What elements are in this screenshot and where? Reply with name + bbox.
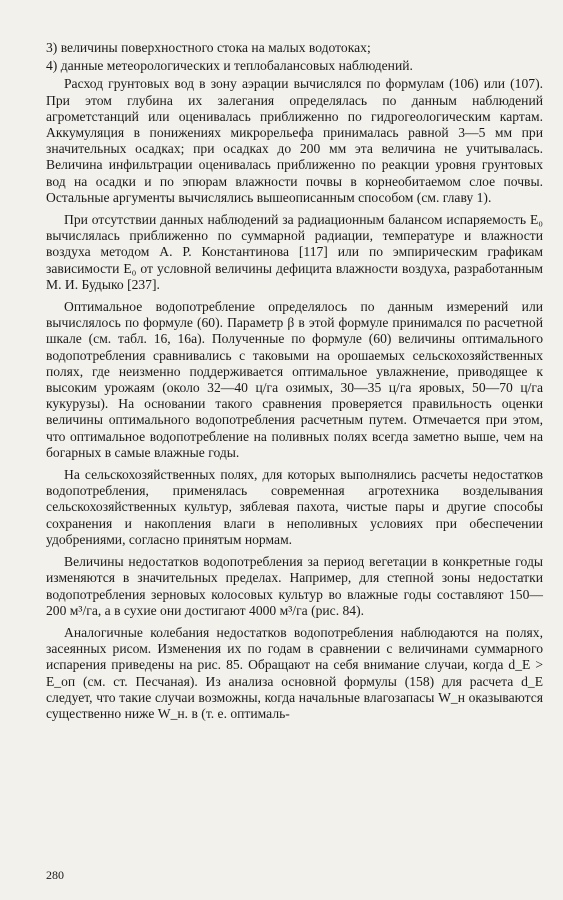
paragraph-optimal-consumption: Оптимальное водопотребление определялось по данным измерений или вычислялось по формуле (60). Параметр β в этой формуле принимался по расчетной шкале (см. табл. 16, 16а). Полученные по формуле (60) величины оптимального водопотребления сравнивались с таковыми на орошаемых сельскохозяйственных полях, где неизменно поддерживается оптимальное увлажнение, приводящее к высоким урожаям (около 32—40 ц/га озимых, 30—35 ц/га яровых, 50—70 ц/га кукурузы). На основании такого сравнения проверяется правильность оценки величины оптимального водопотребления расчетным путем. Отмечается при этом, что оптимальное водопотребление на поливных полях всегда заметно выше, чем на богарных в самые влажные годы. — [46, 299, 543, 460]
paragraph-deficit-values: Величины недостатков водопотребления за период вегетации в конкретные годы изменяются в значительных пределах. Например, для степной зоны недостатки водопотребления зерновых колосовых культур во влажные годы составляют 150—200 м³/га, а в сухие они достигают 4000 м³/га (рис. 84). — [46, 554, 543, 618]
paragraph-rice-fields: Аналогичные колебания недостатков водопотребления наблюдаются на полях, засеянных рисом. Изменения их по годам в сравнении с величинами суммарного испарения приведены на рис. 85. Обращают на себя внимание случаи, когда d_E > E_оп (см. ст. Песчаная). Из анализа основной формулы (158) для расчета d_E следует, что такие случаи возможны, когда начальные влагозапасы W_н оказываются существенно ниже W_н. в (т. е. оптималь- — [46, 624, 543, 721]
paragraph-groundwater: Расход грунтовых вод в зону аэрации вычислялся по формулам (106) или (107). При этом глубина их залегания определялась по данным наблюдений агрометстанций или оценивалась приближенно по гидрогеологическим картам. Аккумуляция в понижениях микрорельефа принималась равной 3—5 мм при значительных осадках; при осадках до 200 мм эта величина не учитывалась. Величина инфильтрации оценивалась приближенно по реакции уровня грунтовых вод на осадки и по эпюрам влажности почвы в корнеобитаемом слое почвы. Остальные аргументы вычислялись вышеописанным способом (см. главу 1). — [46, 76, 543, 205]
list-item-4: 4) данные метеорологических и теплобалансовых наблюдений. — [46, 58, 413, 74]
body-text — [46, 40, 543, 722]
paragraph-evaporability: При отсутствии данных наблюдений за радиационным балансом испаряемость E₀ вычислялась приближенно по суммарной радиации, температуре и влажности воздуха методом А. Р. Константинова [117] или по эмпирическим графикам зависимости E₀ от условной величины дефицита влажности воздуха, разработанным М. И. Будыко [237]. — [46, 212, 543, 292]
page-number: 280 — [46, 868, 64, 882]
paragraph-agrotechnics: На сельскохозяйственных полях, для которых выполнялись расчеты недостатков водопотребления, применялась современная агротехника возделывания сельскохозяйственных культур, зяблевая пахота, чистые пары и другие способы сохранения и накопления влаги в неполивных условиях при обеспечении удобрениями, согласно принятым нормам. — [46, 467, 543, 547]
list-item-3: 3) величины поверхностного стока на малых водотоках; — [46, 40, 371, 55]
